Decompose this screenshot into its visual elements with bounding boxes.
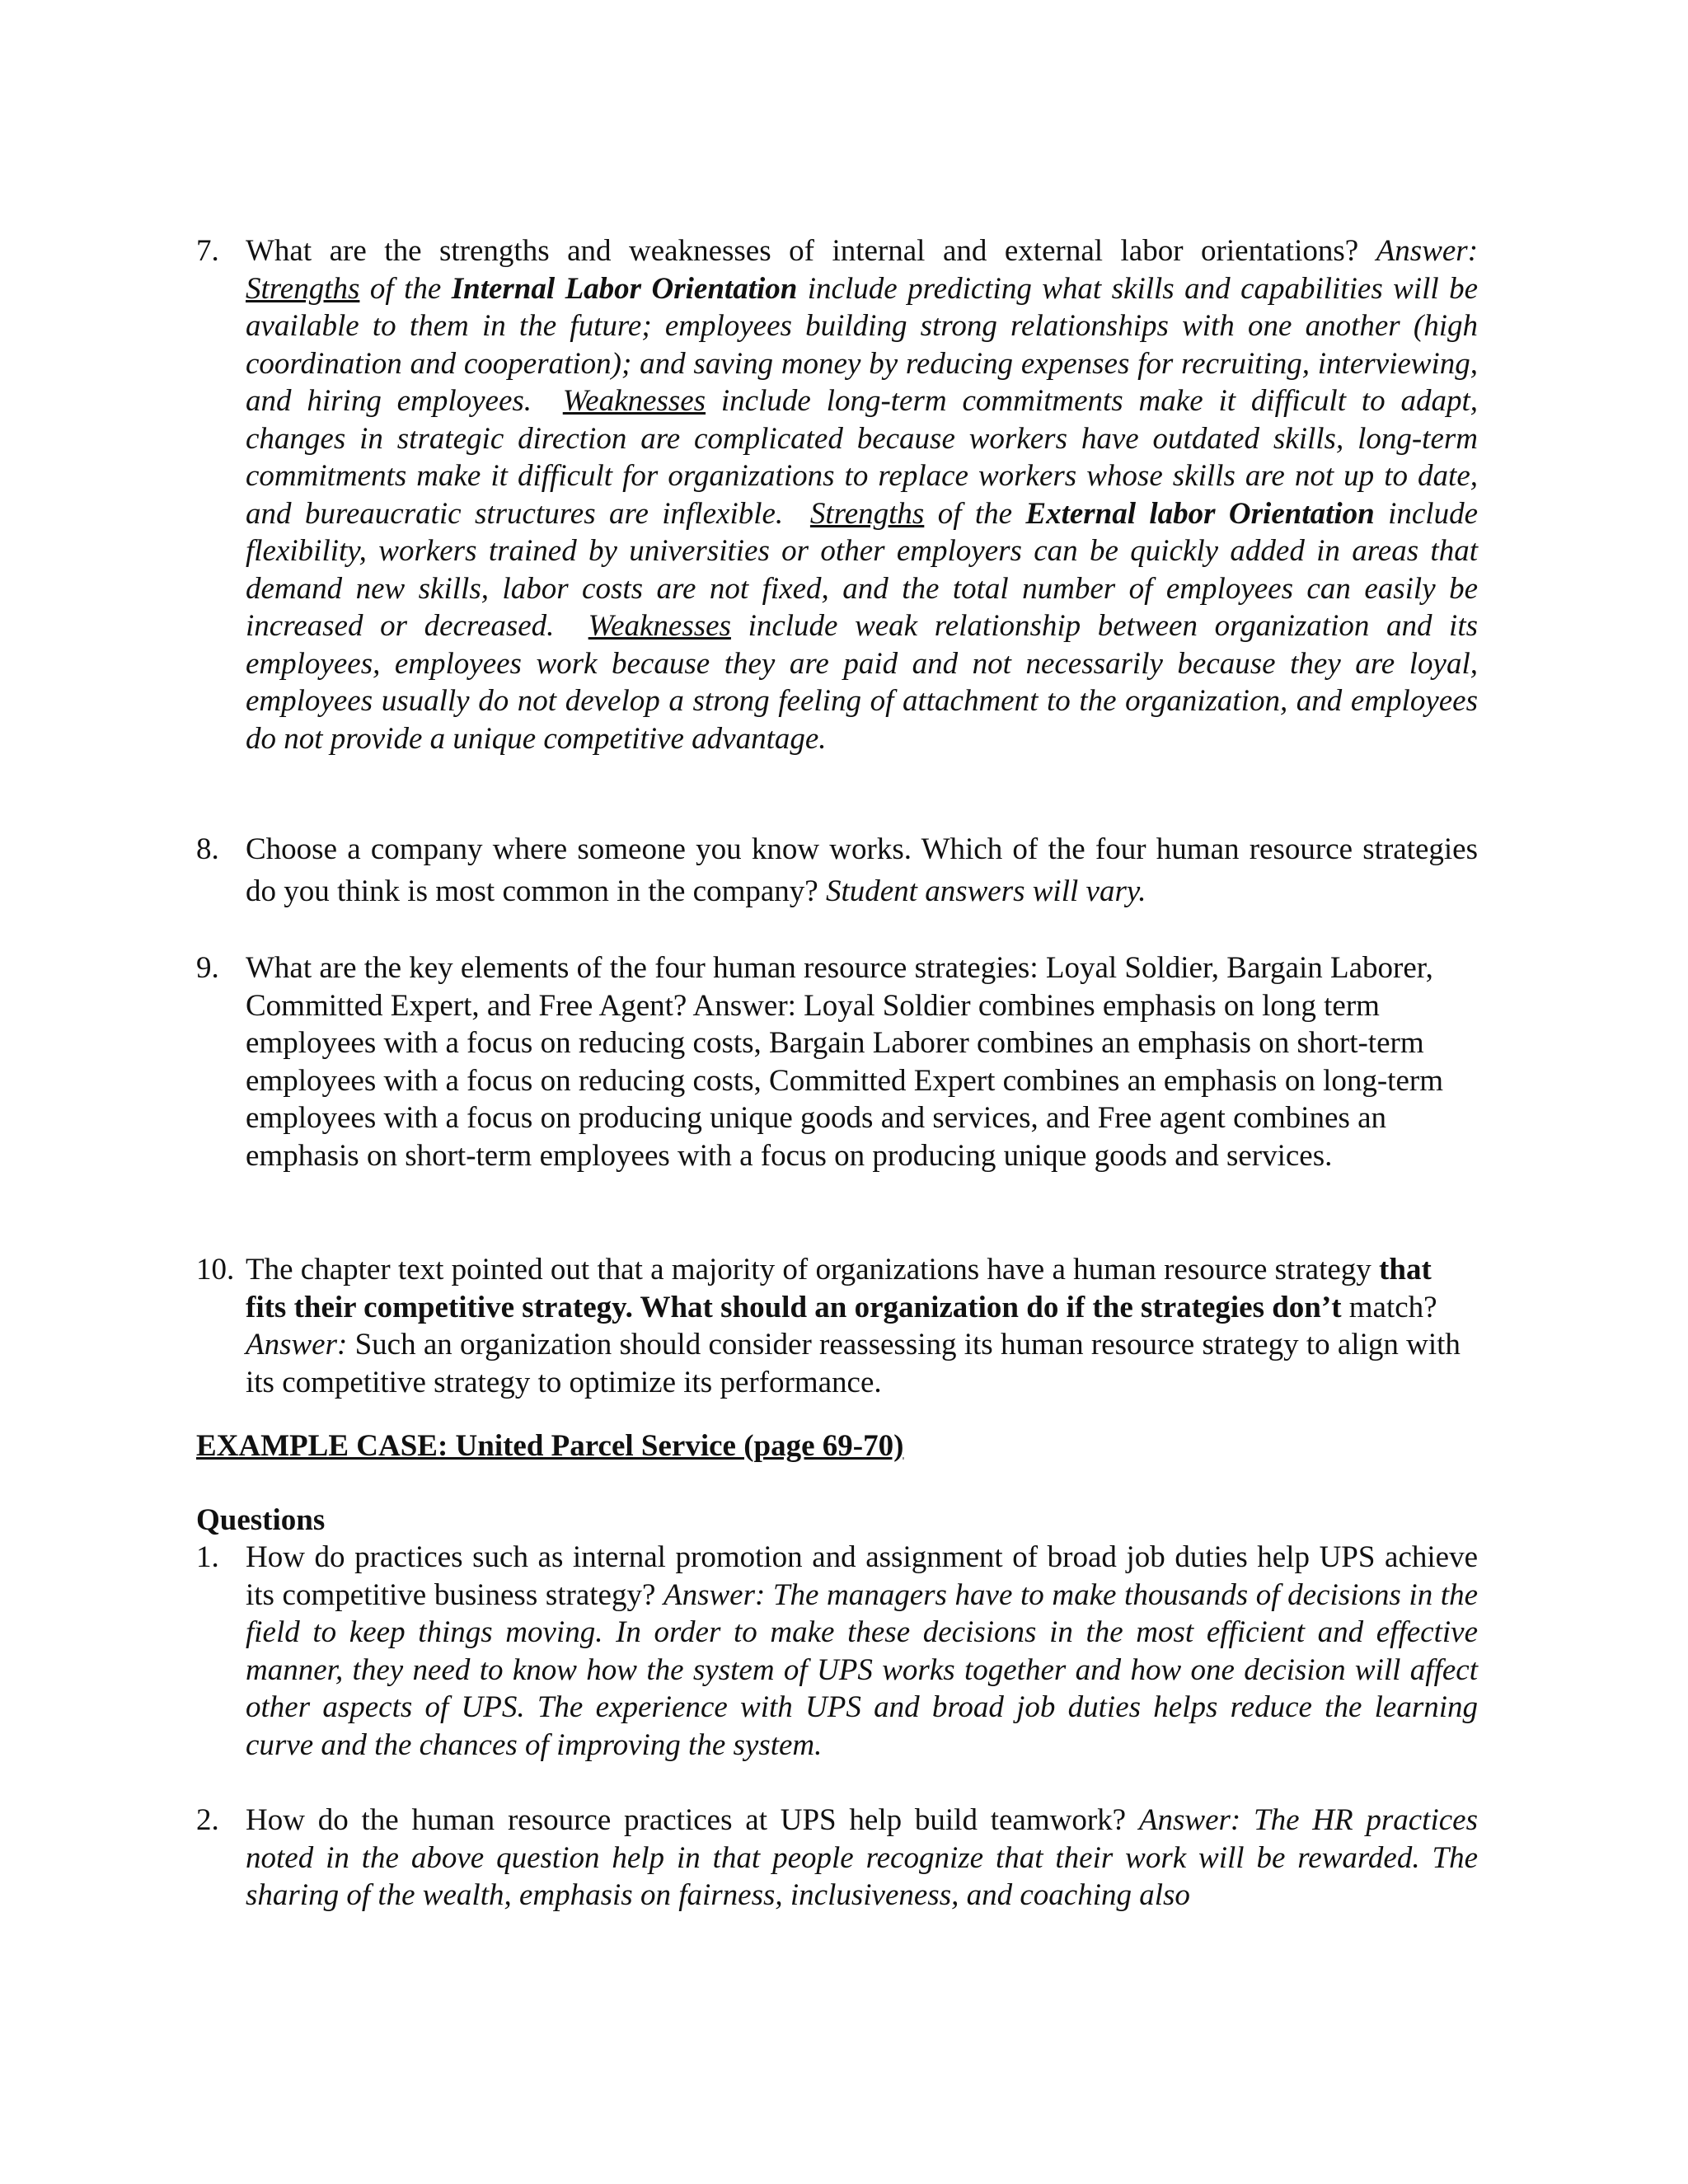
question-text-end: match? [1348,1290,1437,1324]
question-9-body [246,949,1478,1174]
of-the-text-external: of the [937,496,1013,531]
questions-heading: Questions [196,1503,326,1537]
case-question-1 [196,1539,1478,1764]
answer-label: Answer: [246,1328,348,1361]
case-question-1-body [246,1539,1478,1764]
question-9 [196,949,1478,1174]
question-number: 9. [196,951,219,985]
question-number: 8. [196,832,219,866]
answer-text: Answer: The managers have to make thousands of decisions in the field to keep things moving. In order to make these decisions in the most efficient and effective manner, they need to know how the system of UPS works together and how one decision will affect other aspects of UPS. The experience with UPS and broad job duties helps reduce the learning curve and the chances of improving the system. [246,1577,1478,1762]
external-strengths-text: include flexibility, workers trained by universities or other employers can be quickly added in areas that demand new skills, labor costs are not fixed, and the total number of employees can easily be increased or decreased. [246,496,1479,643]
internal-orientation-label: Internal Labor Orientation [451,271,798,306]
question-text-start: The chapter text pointed out that a majority of organizations have a human resource strategy [246,1253,1372,1286]
answer-text: Answer: The HR practices noted in the above question help in that people recognize that their work will be rewarded. The sharing of the wealth, emphasis on fairness, inclusiveness, and coaching also [246,1803,1478,1912]
question-10 [196,1251,1478,1401]
answer-text: Student answers will vary. [825,874,1146,908]
question-text: Choose a company where someone you know works. Which of the four human resource strategies do you think is most common in the company? [246,832,1478,908]
question-text-bold: that fits their competitive strategy. What should an organization do if the strategies don’t [246,1253,1432,1324]
question-text: What are the key elements of the four human resource strategies: Loyal Soldier, Bargain Laborer, Committed Expert, and Free Agent? Answer: Loyal Soldier combines emphasis on long term employees with a focus on reducing costs, Bargain Laborer combines an emphasis on short-term employees with a focus on reducing costs, Committed Expert combines an emphasis on long-term employees with a focus on producing unique goods and services, and Free agent combines an emphasis on short-term employees with a focus on producing unique goods and services. [246,951,1443,1173]
internal-strengths-text: include predicting what skills and capabilities will be available to them in the future; employees building strong relationships with one another (high coordination and cooperation); and saving money by reducing expenses for recruiting, interviewing, and hiring employees. [246,271,1479,418]
question-7-body [246,232,1478,757]
question-number: 10. [196,1253,235,1286]
answer-text: Such an organization should consider reassessing its human resource strategy to align with its competitive strategy to optimize its performance. [246,1328,1461,1399]
question-text: How do the human resource practices at UPS help build teamwork? [246,1803,1127,1837]
external-orientation-label: External labor Orientation [1025,496,1375,531]
question-8-body [246,828,1478,912]
example-case-heading: EXAMPLE CASE: United Parcel Service (page 69-70) [196,1429,904,1463]
external-weaknesses-text: include weak relationship between organization and its employees, employees work because they are paid and not necessarily because they are loyal, employees usually do not develop a strong feeling of attachment to the organization, and employees do not provide a unique competitive advantage. [246,609,1479,756]
question-number: 2. [196,1803,219,1837]
strengths-label: Strengths [246,271,360,306]
internal-weaknesses-text: include long-term commitments make it difficult to adapt, changes in strategic direction are complicated because workers have outdated skills, long-term commitments make it difficult for organizations to replace workers whose skills are not up to date, and bureaucratic structures are inflexible. [246,384,1479,531]
of-the-text: of the [369,271,442,306]
question-number: 7. [196,234,219,268]
question-10-body [246,1251,1478,1401]
question-number: 1. [196,1540,219,1574]
question-text: How do practices such as internal promotion and assignment of broad job duties help UPS achieve its competitive business strategy? [246,1540,1478,1612]
question-8 [196,828,1478,912]
case-question-2 [196,1802,1478,1915]
weaknesses-label-external: Weaknesses [588,609,731,643]
question-text: What are the strengths and weaknesses of internal and external labor orientations? [246,234,1359,268]
strengths-label-external: Strengths [809,496,925,531]
question-7 [196,232,1478,757]
answer-label: Answer: [1376,234,1479,268]
case-question-2-body [246,1802,1478,1915]
weaknesses-label: Weaknesses [562,384,706,418]
